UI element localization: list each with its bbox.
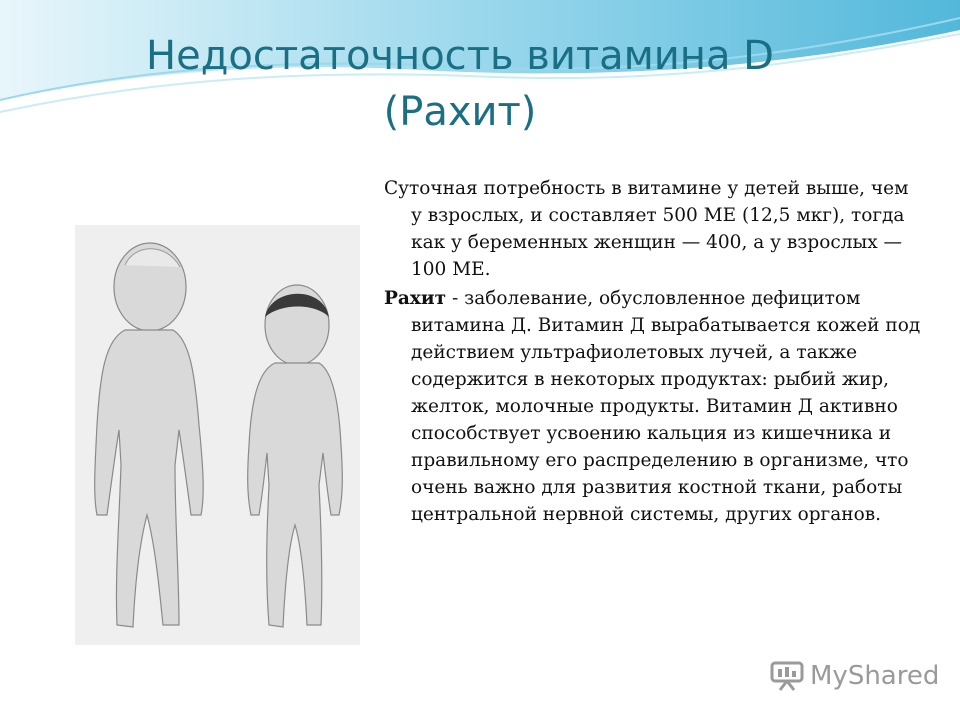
rickets-definition-paragraph — [384, 285, 924, 528]
title-line-1: Недостаточность витамина D — [146, 33, 774, 79]
myshared-watermark — [770, 656, 939, 696]
slide-title — [0, 28, 920, 140]
title-line-2: (Рахит) — [383, 89, 537, 135]
watermark-text: MyShared — [810, 661, 940, 691]
rickets-term: Рахит — [384, 288, 447, 309]
rickets-children-photo — [75, 225, 360, 645]
slide-body — [384, 175, 924, 530]
presentation-board-icon — [770, 661, 804, 691]
vitamin-requirement-paragraph: Суточная потребность в витамине у детей выше, чем у взрослых, и составляет 500 МЕ (12,5 мкг), тогда как у беременных женщин — 400, а у взрослых — 100 МЕ. — [384, 178, 909, 280]
rickets-definition-text: - заболевание, обусловленное дефицитом витамина Д. Витамин Д вырабатывается кожей под действием ультрафиолетовых лучей, а также содержится в некоторых продуктах: рыбий жир, желток, молочные продукты. Витамин Д активно способствует усвоению кальция из кишечника и правильному его распределению в организме, что очень важно для развития костной ткани, работы центральной нервной системы, других органов. — [411, 288, 921, 525]
